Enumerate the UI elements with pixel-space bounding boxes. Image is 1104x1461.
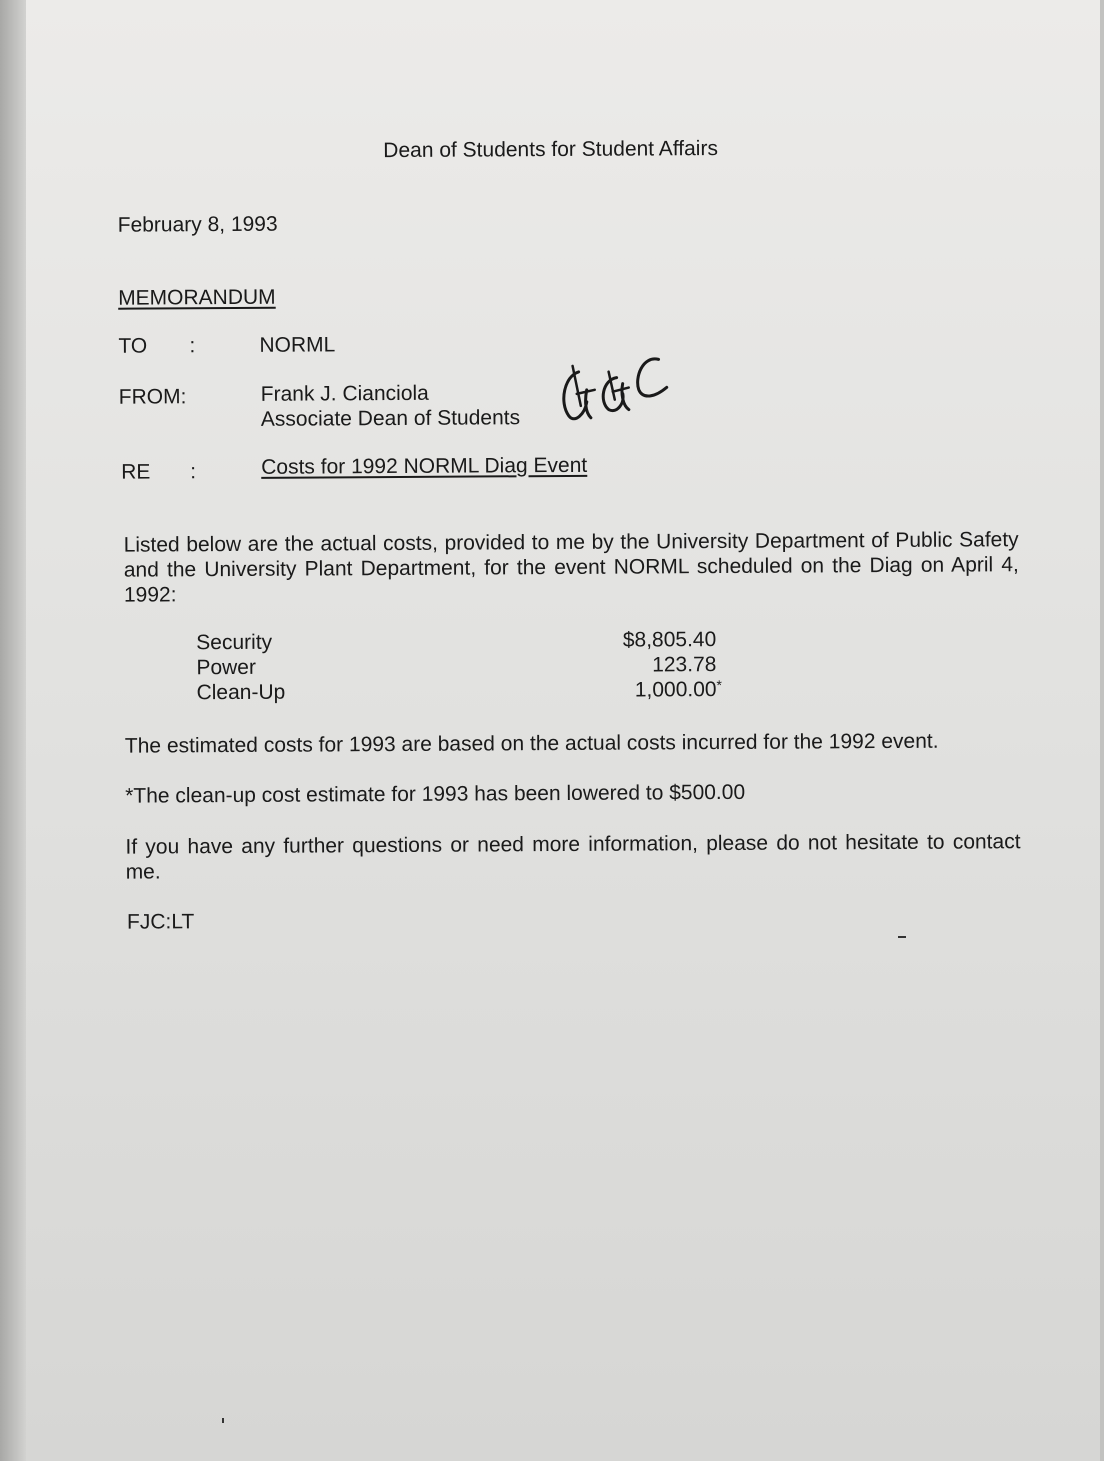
signature-initials [554, 353, 674, 430]
office-heading: Dean of Students for Student Affairs [383, 137, 718, 163]
cost-row [196, 627, 716, 655]
from-name: Frank J. Cianciola [260, 381, 429, 406]
cost-amount-value: 123.78 [652, 653, 717, 677]
estimate-paragraph: The estimated costs for 1993 are based on the actual costs incurred for the 1992 event. [124, 729, 939, 758]
from-title: Associate Dean of Students [260, 406, 521, 431]
footnote: *The clean-up cost estimate for 1993 has been lowered to $500.00 [125, 780, 746, 808]
cost-amount-value: 1,000.00 [634, 678, 717, 702]
cost-row [196, 652, 716, 680]
cost-note: * [716, 677, 723, 694]
cost-item: Clean-Up [196, 680, 286, 705]
cost-item: Security [196, 630, 273, 655]
intro-paragraph: Listed below are the actual costs, provided to me by the University Department of Public Safety and the University Plant Department, for the event NORML scheduled on the Diag on April 4, 1992: [123, 528, 1019, 607]
from-label: FROM: [118, 385, 187, 409]
re-subject: Costs for 1992 NORML Diag Event [261, 453, 588, 479]
to-label: TO [118, 334, 148, 358]
cost-table [196, 627, 723, 705]
cost-amount [634, 677, 723, 702]
reference-initials: FJC:LT [126, 910, 195, 934]
closing-paragraph: If you have any further questions or need more information, please do not hesitate to contact me. [125, 830, 1021, 884]
cost-row [196, 677, 723, 705]
memo-label: MEMORANDUM [118, 285, 276, 310]
re-colon: : [190, 460, 197, 484]
to-colon: : [189, 334, 196, 358]
cost-amount-value: $8,805.40 [622, 628, 717, 652]
to-value: NORML [259, 333, 336, 357]
paper-speck [898, 936, 906, 938]
cost-amount [652, 652, 716, 677]
cost-item: Power [196, 655, 257, 680]
cost-amount [623, 627, 717, 653]
paper-speck [222, 1418, 224, 1423]
memo-date: February 8, 1993 [117, 212, 278, 237]
re-label: RE [121, 460, 151, 484]
